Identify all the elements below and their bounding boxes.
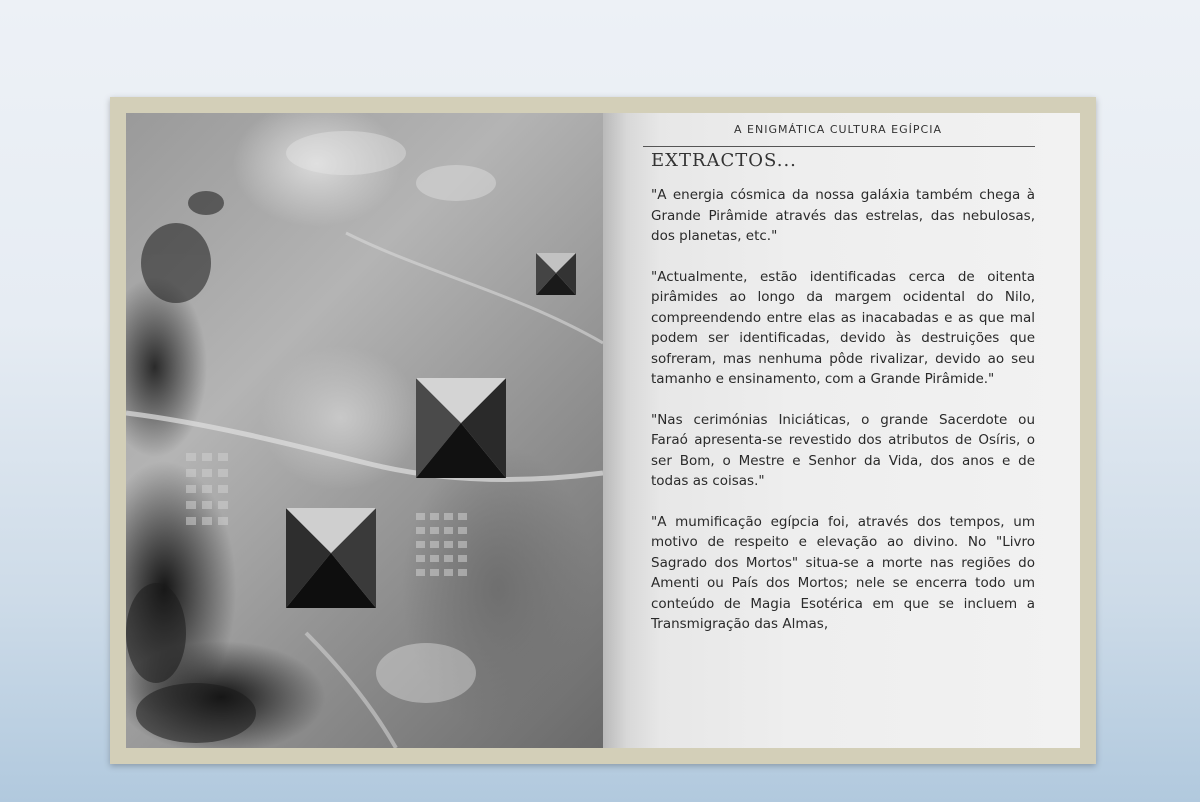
small-pyramid (536, 253, 576, 295)
page-header: A ENIGMÁTICA CULTURA EGÍPCIA (734, 123, 942, 136)
quote-paragraph: "Actualmente, estão identificadas cerca de oitenta pirâmides ao longo da margem ocidental do Nilo, compreendendo entre elas as inacabadas e as que mal podem ser identificadas, devido às destruições que sofreram, mas nenhuma pôde rivalizar, devido ao seu tamanho e ensinamento, com a Grande Pirâmide." (651, 268, 1035, 387)
quote-paragraph: "Nas cerimónias Iniciáticas, o grande Sacerdote ou Faraó apresenta-se revestido dos atributos de Osíris, o ser Bom, o Mestre e Senhor da Vida, dos anos e de todas as coisas." (651, 411, 1035, 489)
quotes-block (651, 185, 1035, 655)
pyramids-illustration (126, 113, 603, 748)
second-pyramid (286, 508, 376, 608)
quote-paragraph: "A energia cósmica da nossa galáxia também chega à Grande Pirâmide através das estrelas, das nebulosas, dos planetas, etc." (651, 187, 1035, 244)
quote-paragraph: "A mumificação egípcia foi, através dos tempos, um motivo de respeito e elevação ao divino. No "Livro Sagrado dos Mortos" situa-se a morte nas regiões do Amenti ou País dos Mortos; nele se encerra todo um conteúdo de Magia Esotérica em que se incluem a Transmigração das Almas, (651, 513, 1035, 632)
text-page (603, 113, 1080, 748)
book-spread (110, 97, 1096, 764)
aerial-pyramids-photo (126, 113, 603, 748)
great-pyramid (416, 378, 506, 478)
header-rule (643, 146, 1035, 147)
section-title: EXTRACTOS... (651, 150, 797, 171)
